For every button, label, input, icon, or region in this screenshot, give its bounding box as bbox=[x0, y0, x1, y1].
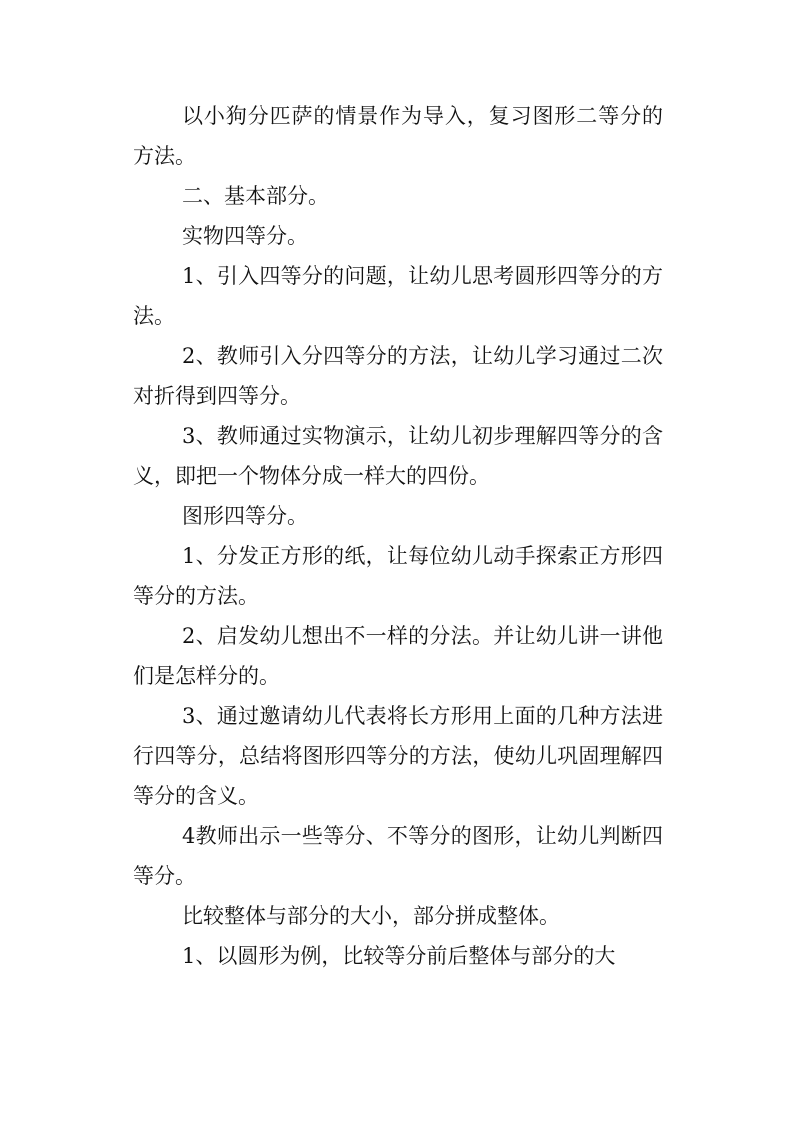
intro-paragraph: 以小狗分匹萨的情景作为导入，复习图形二等分的方法。 bbox=[133, 104, 663, 168]
step-paragraph: 4教师出示一些等分、不等分的图形，让幼儿判断四等分。 bbox=[133, 824, 663, 888]
step-paragraph: 1、分发正方形的纸，让每位幼儿动手探索正方形四等分的方法。 bbox=[133, 544, 663, 608]
section-heading-basic: 二、基本部分。 bbox=[182, 184, 329, 208]
step-paragraph: 2、教师引入分四等分的方法，让幼儿学习通过二次对折得到四等分。 bbox=[133, 344, 663, 408]
subheading-shape-quarters: 图形四等分。 bbox=[182, 504, 308, 528]
step-paragraph: 3、通过邀请幼儿代表将长方形用上面的几种方法进行四等分，总结将图形四等分的方法，使幼儿巩固理解四等分的含义。 bbox=[133, 704, 663, 808]
step-paragraph: 2、启发幼儿想出不一样的分法。并让幼儿讲一讲他们是怎样分的。 bbox=[133, 624, 663, 688]
document-body bbox=[133, 96, 663, 976]
step-paragraph: 1、引入四等分的问题，让幼儿思考圆形四等分的方法。 bbox=[133, 264, 663, 328]
subheading-whole-and-parts: 比较整体与部分的大小，部分拼成整体。 bbox=[182, 904, 560, 928]
step-paragraph: 3、教师通过实物演示，让幼儿初步理解四等分的含义，即把一个物体分成一样大的四份。 bbox=[133, 424, 663, 488]
subheading-object-quarters: 实物四等分。 bbox=[182, 224, 308, 248]
step-paragraph: 1、以圆形为例，比较等分前后整体与部分的大 bbox=[182, 944, 616, 968]
